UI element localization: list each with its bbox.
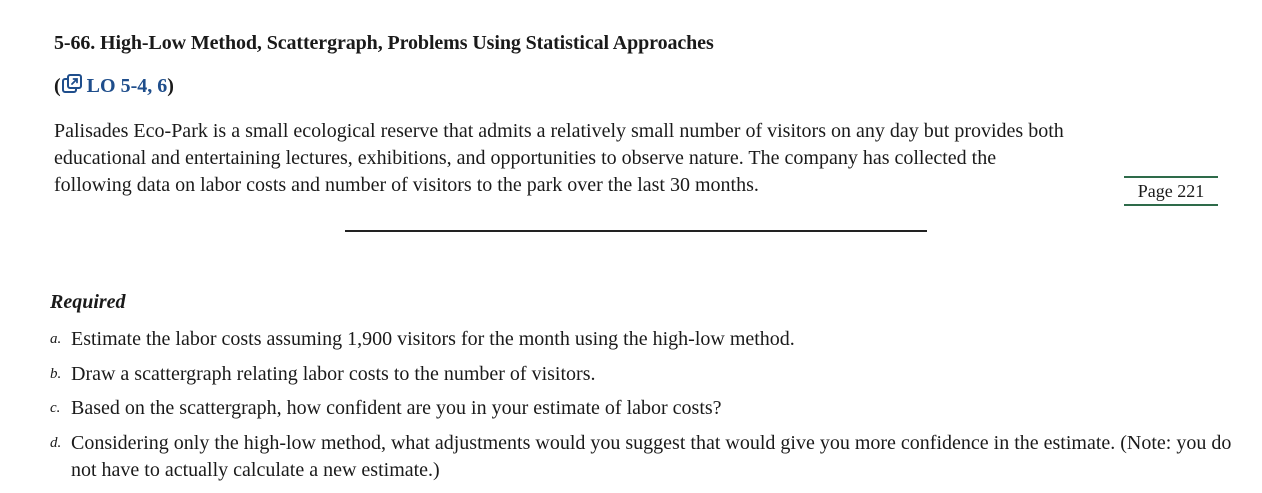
- item-text: Based on the scattergraph, how confident are you in your estimate of labor costs?: [71, 397, 722, 419]
- intro-line: educational and entertaining lectures, exhibitions, and opportunities to observe nature. The company has collected the: [54, 147, 997, 169]
- problem-intro: [54, 118, 1234, 199]
- item-letter: d.: [50, 434, 62, 451]
- required-item-d: [48, 430, 1248, 484]
- intro-line: following data on labor costs and number of visitors to the park over the last 30 months.: [54, 174, 759, 196]
- item-text: Considering only the high-low method, what adjustments would you suggest that would give you more confidence in the estimate. (Note: you do not have to actually calculate a new estimate.): [71, 431, 1232, 481]
- lo-close-paren: ): [167, 75, 174, 97]
- item-text: Draw a scattergraph relating labor costs to the number of visitors.: [71, 362, 596, 385]
- intro-line: Palisades Eco-Park is a small ecological reserve that admits a relatively small number of visitors on any day but provides both: [54, 120, 1064, 142]
- item-letter: c.: [50, 400, 61, 416]
- item-text: Estimate the labor costs assuming 1,900 visitors for the month using the high-low method.: [71, 328, 795, 350]
- learning-objective-link[interactable]: [61, 75, 168, 97]
- page-marker: Page 221: [1124, 176, 1218, 206]
- required-item-c: [48, 395, 1248, 422]
- lo-open-paren: (: [54, 75, 61, 97]
- required-item-b: [48, 361, 1248, 388]
- required-list: [48, 326, 1248, 491]
- required-heading: Required: [50, 291, 126, 313]
- problem-title: 5-66. High-Low Method, Scattergraph, Problems Using Statistical Approaches: [54, 32, 714, 54]
- external-link-icon: [61, 74, 83, 100]
- item-letter: a.: [50, 331, 62, 347]
- learning-objective-line: [54, 74, 174, 100]
- required-item-a: [48, 326, 1248, 353]
- table-rule-divider: [345, 230, 927, 232]
- lo-label: LO 5-4, 6: [86, 75, 168, 97]
- item-letter: b.: [50, 365, 62, 382]
